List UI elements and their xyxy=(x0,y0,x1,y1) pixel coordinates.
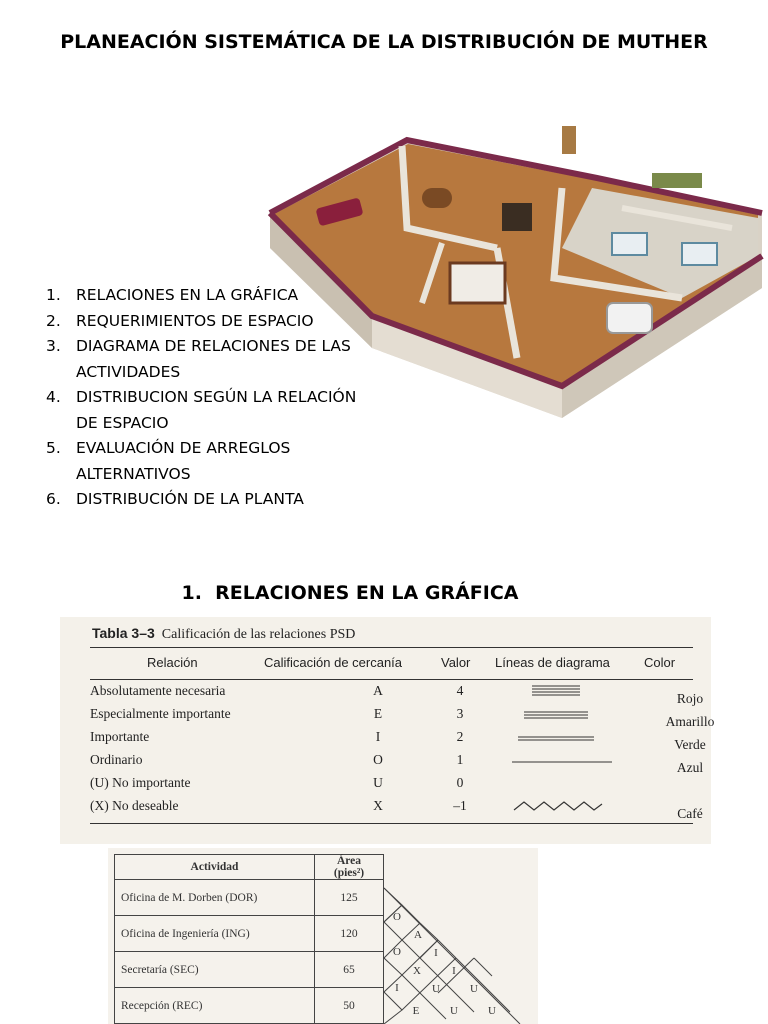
page-title: PLANEACIÓN SISTEMÁTICA DE LA DISTRIBUCIÓN DE MUTHER xyxy=(60,31,708,53)
svg-text:E: E xyxy=(412,1005,420,1017)
header-activity: Actividad xyxy=(115,855,315,880)
svg-text:O: O xyxy=(393,911,401,923)
list-item: 1. RELACIONES EN LA GRÁFICA xyxy=(46,286,299,304)
table-row: Recepción (REC) 50 xyxy=(115,988,384,1024)
closeness-rating-table xyxy=(60,617,715,844)
list-item: 4. DISTRIBUCION SEGÚN LA RELACIÓN DE ESPACIO xyxy=(46,388,357,432)
line-3-icon xyxy=(508,706,608,722)
header-lines: Líneas de diagrama xyxy=(495,655,610,670)
list-item: 3. DIAGRAMA DE RELACIONES DE LAS ACTIVIDADES xyxy=(46,337,351,381)
zigzag-icon xyxy=(508,798,618,814)
list-item: 5. EVALUACIÓN DE ARREGLOS ALTERNATIVOS xyxy=(46,439,291,483)
svg-text:U: U xyxy=(488,1005,496,1017)
table-row: Absolutamente necesaria A 4 Rojo xyxy=(90,683,704,706)
svg-text:U: U xyxy=(470,983,478,995)
header-value: Valor xyxy=(441,655,471,670)
table-row: Secretaría (SEC) 65 xyxy=(115,952,384,988)
header-rating: Calificación de cercanía xyxy=(264,655,403,670)
header-color: Color xyxy=(644,655,676,670)
table-row: (U) No importante U 0 xyxy=(90,775,464,790)
header-area: Área (pies²) xyxy=(315,855,384,880)
svg-text:A: A xyxy=(414,929,422,941)
table-row: Oficina de Ingeniería (ING) 120 xyxy=(115,916,384,952)
table-row: Especialmente importante E 3 Amarillo xyxy=(90,706,715,729)
svg-text:U: U xyxy=(450,1005,458,1017)
table-row: (X) No deseable X –1 Café xyxy=(90,798,703,821)
section-heading: 1. RELACIONES EN LA GRÁFICA xyxy=(181,582,519,604)
svg-text:I: I xyxy=(434,947,438,959)
line-4-icon xyxy=(508,683,608,699)
activity-area-table xyxy=(108,848,538,1024)
line-1-icon xyxy=(508,752,618,768)
line-2-icon xyxy=(508,729,608,745)
svg-text:I: I xyxy=(395,982,399,994)
svg-text:X: X xyxy=(413,965,421,977)
steps-list xyxy=(38,283,358,513)
list-item: 6. DISTRIBUCIÓN DE LA PLANTA xyxy=(46,490,304,508)
list-item: 2. REQUERIMIENTOS DE ESPACIO xyxy=(46,311,314,330)
table-caption: Tabla 3–3 Calificación de las relaciones PSD xyxy=(92,625,356,642)
table-row: Ordinario O 1 Azul xyxy=(90,752,704,775)
svg-text:I: I xyxy=(452,965,456,977)
svg-text:U: U xyxy=(432,983,440,995)
table-row: Importante I 2 Verde xyxy=(90,729,706,752)
relationship-matrix xyxy=(384,848,538,1024)
svg-text:O: O xyxy=(393,946,401,958)
table-row: Oficina de M. Dorben (DOR) 125 xyxy=(115,880,384,916)
header-relation: Relación xyxy=(147,655,198,670)
activity-table xyxy=(114,854,384,1024)
